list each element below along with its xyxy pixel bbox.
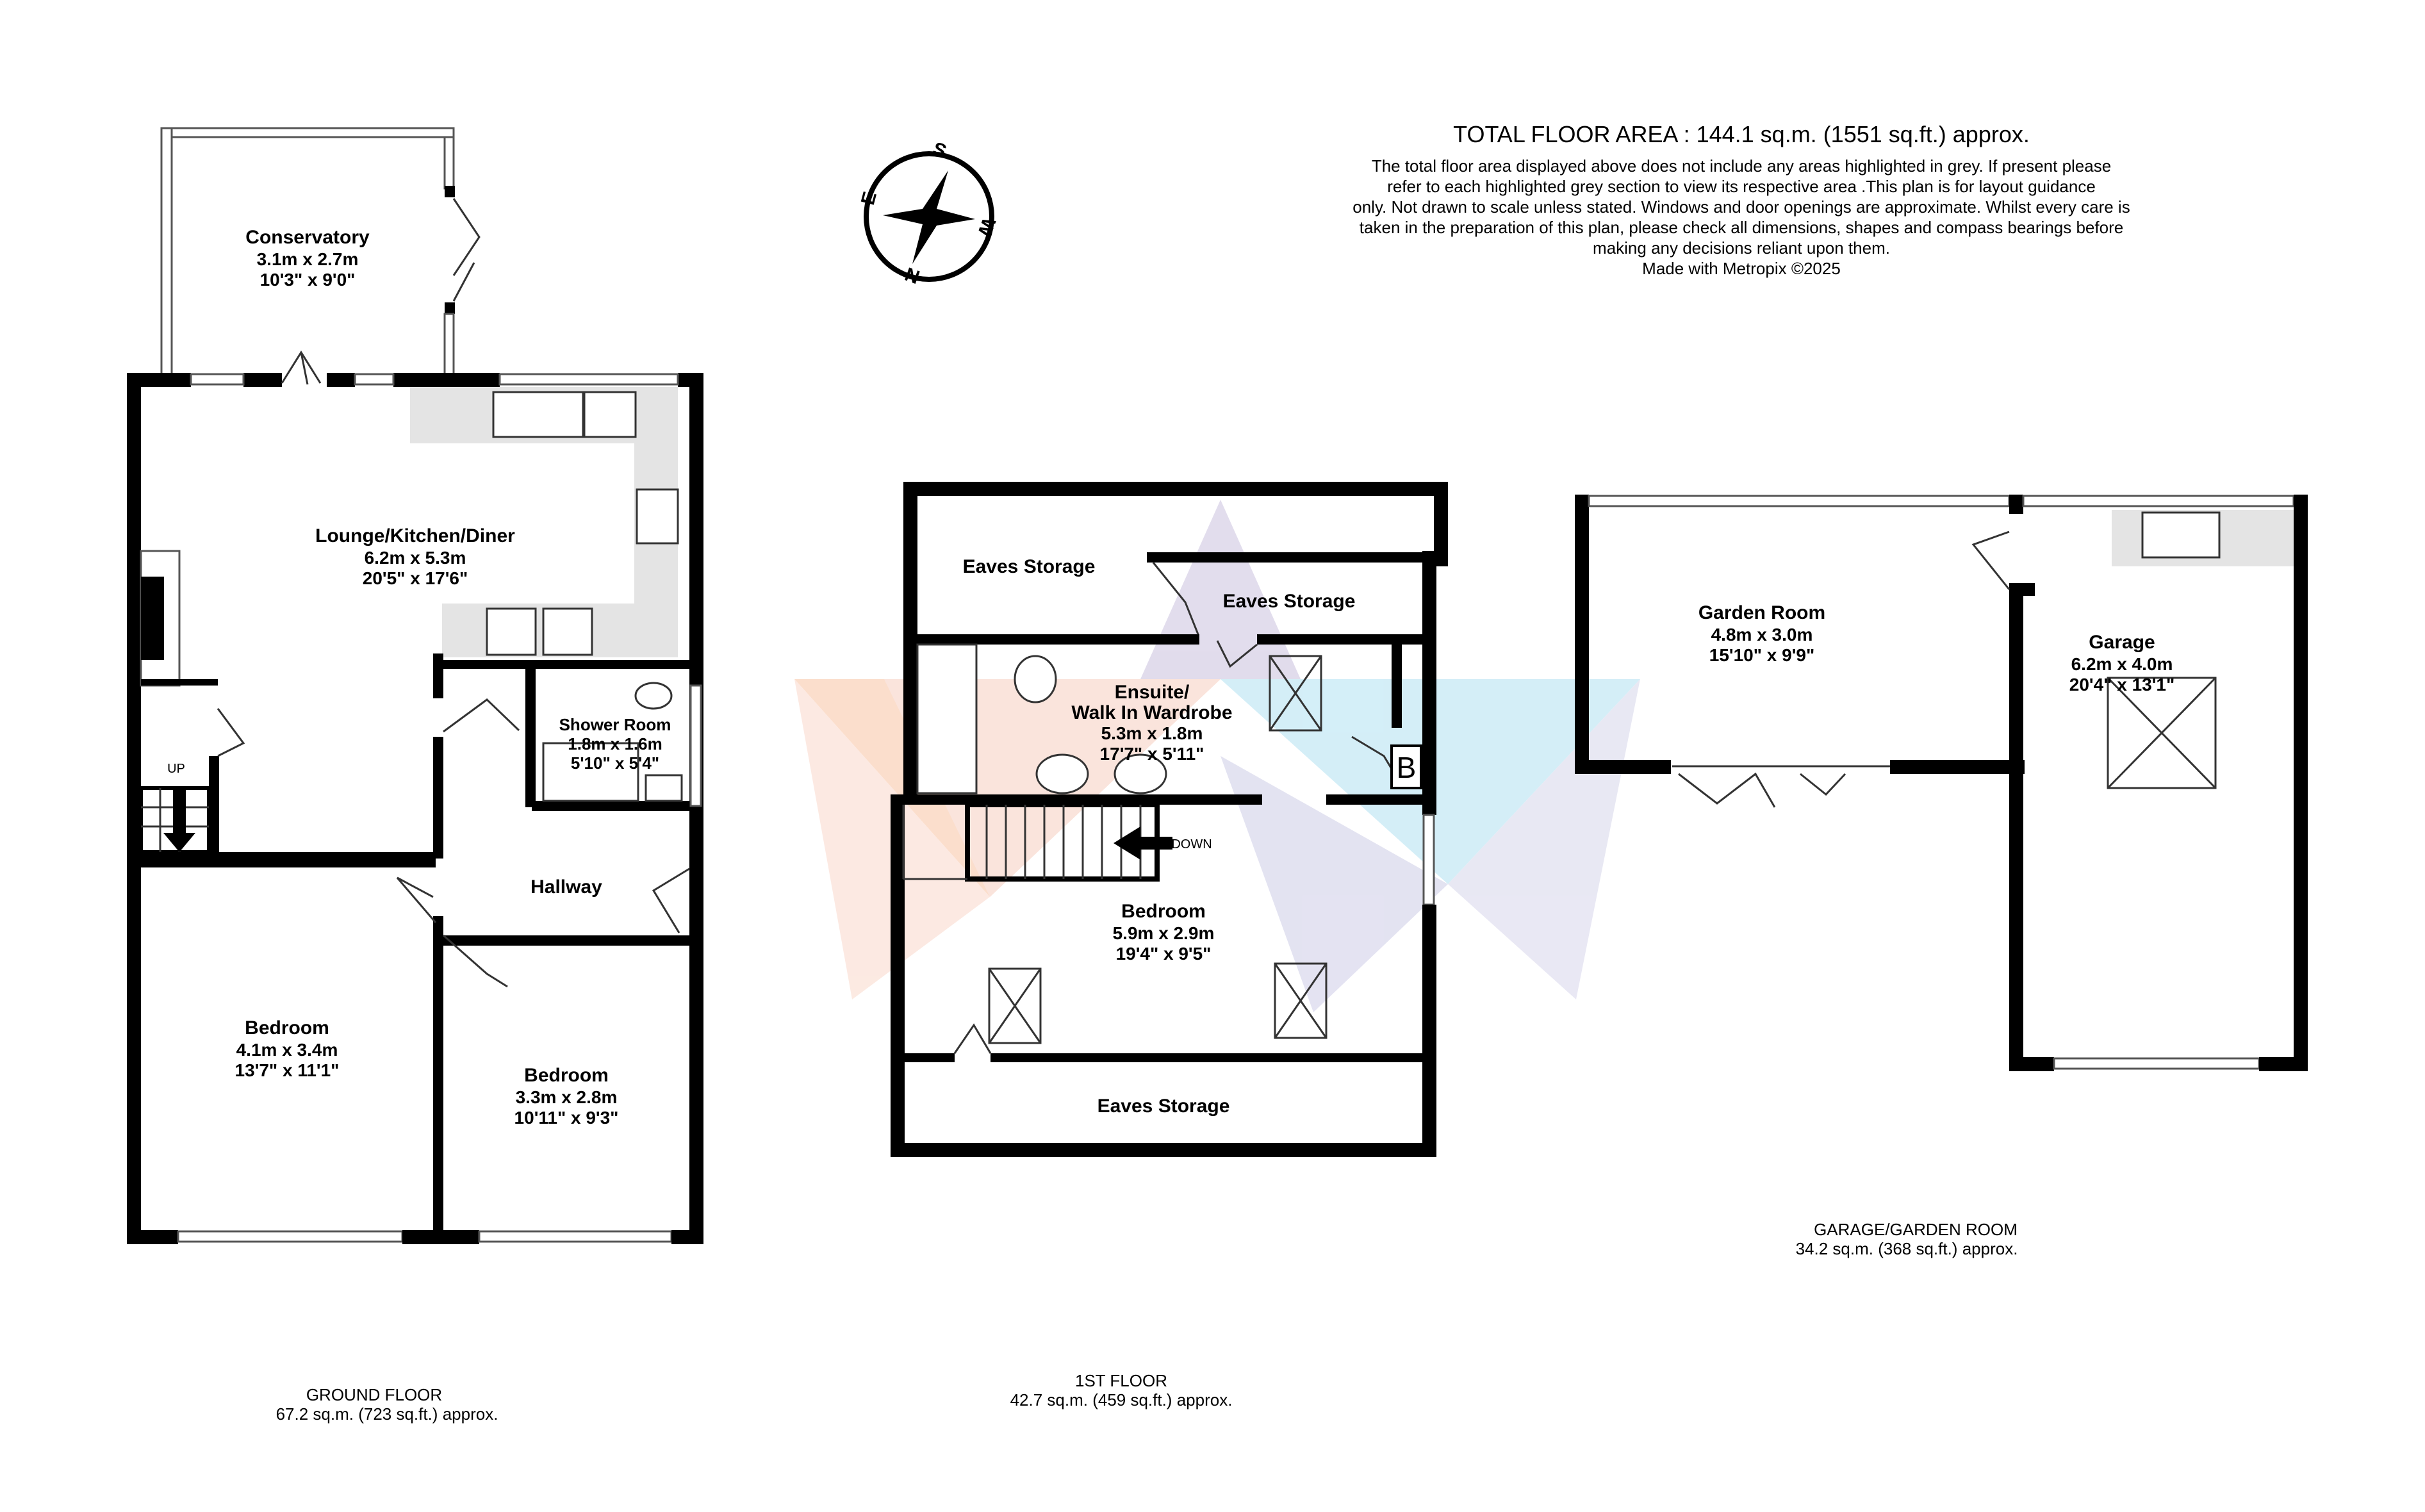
window bbox=[500, 374, 678, 384]
sink-icon bbox=[493, 392, 583, 437]
lounge-label: Lounge/Kitchen/Diner bbox=[315, 525, 515, 546]
garage-door bbox=[2054, 1058, 2259, 1069]
sink-icon bbox=[2142, 513, 2219, 557]
window bbox=[2023, 496, 2294, 506]
window bbox=[355, 374, 393, 384]
window bbox=[1589, 496, 2009, 506]
first-bedroom-label: Bedroom bbox=[1121, 901, 1206, 922]
ensuite-imperial: 17'7" x 5'11" bbox=[1099, 744, 1204, 764]
garage-label: Garage bbox=[2089, 632, 2155, 653]
ground-floor-caption: GROUND FLOOR bbox=[306, 1385, 443, 1404]
ground-floor-area: 67.2 sq.m. (723 sq.ft.) approx. bbox=[275, 1404, 498, 1424]
door-swing bbox=[397, 878, 436, 923]
compass-icon bbox=[857, 138, 999, 288]
ensuite-metric: 5.3m x 1.8m bbox=[1101, 723, 1203, 743]
first-bedroom-metric: 5.9m x 2.9m bbox=[1112, 923, 1215, 943]
wine-glass-icon bbox=[584, 392, 636, 437]
garden-room-imperial: 15'10" x 9'9" bbox=[1709, 645, 1815, 665]
shower-room-metric: 1.8m x 1.6m bbox=[568, 734, 662, 753]
bedroom-1-imperial: 13'7" x 11'1" bbox=[234, 1060, 340, 1080]
hob-icon bbox=[637, 489, 678, 543]
basin-icon bbox=[1037, 755, 1088, 793]
first-bedroom-imperial: 19'4" x 9'5" bbox=[1115, 944, 1212, 964]
disclaimer-line-3: only. Not drawn to scale unless stated. Windows and door openings are approximate. Whilst every care is bbox=[1352, 197, 2130, 217]
toilet-icon bbox=[1015, 656, 1056, 702]
garage-caption: GARAGE/GARDEN ROOM bbox=[1814, 1220, 2018, 1239]
lounge-metric: 6.2m x 5.3m bbox=[364, 548, 466, 568]
door-swing bbox=[443, 700, 519, 732]
basin-icon bbox=[646, 775, 682, 801]
ground-floor bbox=[127, 128, 703, 1424]
bedroom-1-label: Bedroom bbox=[245, 1017, 329, 1039]
window bbox=[172, 128, 454, 137]
fridge-freezer-icon bbox=[487, 609, 536, 655]
window bbox=[479, 1231, 671, 1242]
garage-metric: 6.2m x 4.0m bbox=[2071, 654, 2173, 674]
conservatory-imperial: 10'3" x 9'0" bbox=[259, 270, 356, 290]
window bbox=[445, 314, 454, 378]
up-label: UP bbox=[167, 762, 185, 776]
staircase bbox=[141, 788, 209, 852]
door-swing bbox=[282, 352, 320, 384]
eaves-storage-2-label: Eaves Storage bbox=[1222, 591, 1356, 612]
first-floor-caption: 1ST FLOOR bbox=[1074, 1371, 1168, 1390]
eaves-storage-1-label: Eaves Storage bbox=[962, 556, 1096, 577]
boiler-label: B bbox=[1396, 751, 1417, 784]
ensuite-label: Ensuite/ bbox=[1114, 682, 1190, 703]
window bbox=[191, 374, 243, 384]
walk-in-wardrobe-label: Walk In Wardrobe bbox=[1071, 702, 1233, 723]
disclaimer-line-4: taken in the preparation of this plan, please check all dimensions, shapes and compass bearings before bbox=[1359, 218, 2124, 237]
conservatory-metric: 3.1m x 2.7m bbox=[256, 249, 359, 269]
door-swing bbox=[1973, 532, 2009, 589]
bedroom-2-metric: 3.3m x 2.8m bbox=[515, 1087, 618, 1107]
disclaimer-line-2: refer to each highlighted grey section to view its respective area .This plan is for layout guidance bbox=[1387, 177, 2096, 196]
window bbox=[1424, 815, 1434, 905]
compass-north: N bbox=[902, 263, 923, 288]
conservatory-label: Conservatory bbox=[245, 227, 370, 248]
shower-room-label: Shower Room bbox=[559, 715, 671, 734]
garden-room-label: Garden Room bbox=[1698, 602, 1826, 623]
disclaimer-line-6: Made with Metropix ©2025 bbox=[1642, 259, 1841, 278]
disclaimer-line-5: making any decisions reliant upon them. bbox=[1593, 238, 1890, 258]
down-label: DOWN bbox=[1171, 837, 1212, 851]
shower-room-imperial: 5'10" x 5'4" bbox=[570, 753, 660, 773]
disclaimer-line-1: The total floor area displayed above does not include any areas highlighted in grey. If present please bbox=[1371, 156, 2112, 176]
first-floor-area: 42.7 sq.m. (459 sq.ft.) approx. bbox=[1010, 1390, 1233, 1409]
garage-area: 34.2 sq.m. (368 sq.ft.) approx. bbox=[1795, 1239, 2018, 1258]
hallway-label: Hallway bbox=[530, 876, 602, 898]
door-swing bbox=[454, 199, 479, 301]
window bbox=[178, 1231, 402, 1242]
washing-machine-icon bbox=[543, 609, 592, 655]
lounge-imperial: 20'5" x 17'6" bbox=[362, 568, 468, 588]
garage-imperial: 20'4" x 13'1" bbox=[2069, 675, 2175, 694]
header bbox=[1352, 121, 2130, 278]
door-swing bbox=[955, 1025, 991, 1053]
compass-west: W bbox=[973, 215, 999, 240]
toilet-icon bbox=[636, 683, 671, 709]
garage-garden-room bbox=[1575, 495, 2308, 1258]
eaves-storage-3-label: Eaves Storage bbox=[1097, 1096, 1230, 1117]
garden-room-metric: 4.8m x 3.0m bbox=[1711, 625, 1813, 645]
bedroom-1-metric: 4.1m x 3.4m bbox=[236, 1040, 338, 1060]
door-swing bbox=[654, 869, 689, 933]
window bbox=[161, 128, 172, 378]
bedroom-2-imperial: 10'11" x 9'3" bbox=[514, 1108, 619, 1128]
window bbox=[445, 137, 454, 188]
compass-east: E bbox=[857, 189, 882, 208]
window bbox=[691, 686, 701, 806]
bifold-door bbox=[1672, 766, 1890, 807]
bedroom-2-label: Bedroom bbox=[524, 1065, 609, 1086]
compass-south: S bbox=[930, 138, 949, 163]
total-floor-area: TOTAL FLOOR AREA : 144.1 sq.m. (1551 sq.ft.) approx. bbox=[1453, 121, 2030, 147]
bath-icon bbox=[917, 645, 976, 793]
door-swing bbox=[218, 709, 243, 756]
